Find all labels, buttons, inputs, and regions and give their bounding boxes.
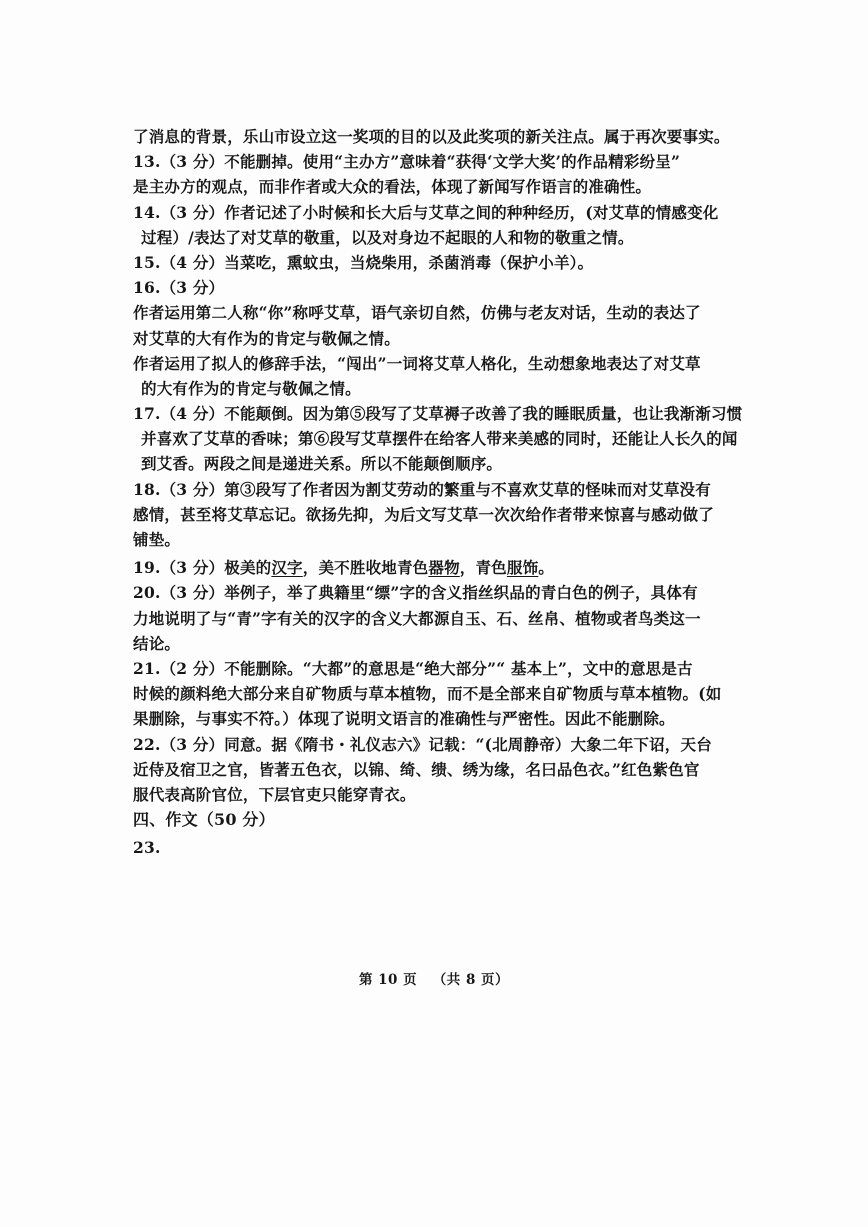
- answer-19-suffix: 。: [538, 558, 554, 578]
- answer-19-mid-2: ，青色: [459, 558, 507, 578]
- answer-16-heading: 16.（3 分）: [133, 278, 225, 298]
- answer-16-line-4: 的大有作为的肯定与敬佩之情。: [141, 378, 361, 398]
- answer-19-mid-1: ，美不胜收地青色: [302, 558, 429, 578]
- answer-21-line-1: 21.（2 分）不能删除。“大都”的意思是“绝大部分”“ 基本上”，文中的意思是古: [133, 658, 693, 678]
- answer-22-line-2: 近侍及宿卫之官，皆著五色衣，以锦、绮、缋、绣为缘，名曰品色衣。”红色紫色官: [133, 759, 700, 779]
- answer-21-line-3: 果删除，与事实不符。）体现了说明文语言的准确性与严密性。因此不能删除。: [133, 709, 675, 729]
- answer-15-line: 15.（4 分）当菜吃，熏蚊虫，当烧柴用，杀菌消毒（保护小羊）。: [133, 252, 594, 272]
- answer-22-line-1: 22.（3 分）同意。据《隋书・礼仪志六》记载：“(北周静帝）大象二年下诏，天台: [133, 734, 712, 754]
- answer-20-line-1: 20.（3 分）举例子，举了典籍里“缥”字的含义指丝织品的青白色的例子，具体有: [133, 583, 698, 603]
- question-23-label: 23.: [133, 838, 161, 858]
- answer-19-prefix: 19.（3 分）极美的: [133, 558, 272, 578]
- answer-16-line-2: 对艾草的大有作为的肯定与敬佩之情。: [133, 328, 400, 348]
- answer-22-line-3: 服代表高阶官位，下层官吏只能穿青衣。: [133, 784, 416, 804]
- page-number: 第 10 页: [358, 972, 418, 988]
- answer-19-underlined-3: 服饰: [506, 558, 539, 578]
- page-footer: [0, 968, 868, 988]
- answer-13-line-2: 是主办方的观点，而非作者或大众的看法，体现了新闻写作语言的准确性。: [133, 177, 652, 197]
- answer-20-line-3: 结论。: [133, 633, 181, 653]
- answer-20-line-2: 力地说明了与“青”字有关的汉字的含义大都源自玉、石、丝帛、植物或者鸟类这一: [133, 608, 701, 628]
- answer-16-line-3: 作者运用了拟人的修辞手法，“闯出”一词将艾草人格化，生动想象地表达了对艾草: [133, 353, 701, 373]
- answer-21-line-2: 时候的颜料绝大部分来自矿物质与草本植物，而不是全部来自矿物质与草本植物。(如: [133, 684, 722, 704]
- section-title: 四、作文（50 分）: [133, 810, 275, 830]
- answer-19-underlined-2: 器物: [428, 558, 460, 578]
- answer-13-line-1: 13.（3 分）不能删掉。使用“主办方”意味着“获得‘文学大奖’的作品精彩纷呈”: [133, 152, 681, 172]
- answer-17-line-2: 并喜欢了艾草的香味；第⑥段写艾草摆件在给客人带来美感的同时，还能让人长久的闻: [141, 429, 738, 449]
- answer-19-line: [133, 555, 723, 580]
- answer-18-line-1: 18.（3 分）第③段写了作者因为割艾劳动的繁重与不喜欢艾草的怪味而对艾草没有: [133, 479, 711, 499]
- answer-14-line-1: 14.（3 分）作者记述了小时候和长大后与艾草之间的种种经历，(对艾草的情感变化: [133, 202, 719, 222]
- page-total: （共 8 页）: [432, 972, 510, 988]
- answer-18-line-3: 铺垫。: [133, 530, 181, 549]
- answer-text-block: [133, 124, 743, 860]
- text-line: 了消息的背景，乐山市设立这一奖项的目的以及此奖项的新关注点。属于再次要事实。: [133, 127, 730, 146]
- answer-18-line-2: 感情，甚至将艾草忘记。欲扬先抑，为后文写艾草一次次给作者带来惊喜与感动做了: [133, 504, 714, 524]
- answer-14-line-2: 过程）/表达了对艾草的敬重，以及对身边不起眼的人和物的敬重之情。: [141, 227, 634, 247]
- answer-16-line-1: 作者运用第二人称“你”称呼艾草，语气亲切自然，仿佛与老友对话，生动的表达了: [133, 303, 701, 323]
- answer-17-line-3: 到艾香。两段之间是递进关系。所以不能颠倒顺序。: [141, 454, 503, 474]
- answer-17-line-1: 17.（4 分）不能颠倒。因为第⑤段写了艾草褥子改善了我的睡眠质量，也让我渐渐习惯: [133, 404, 743, 424]
- answer-19-underlined-1: 汉字: [271, 558, 303, 578]
